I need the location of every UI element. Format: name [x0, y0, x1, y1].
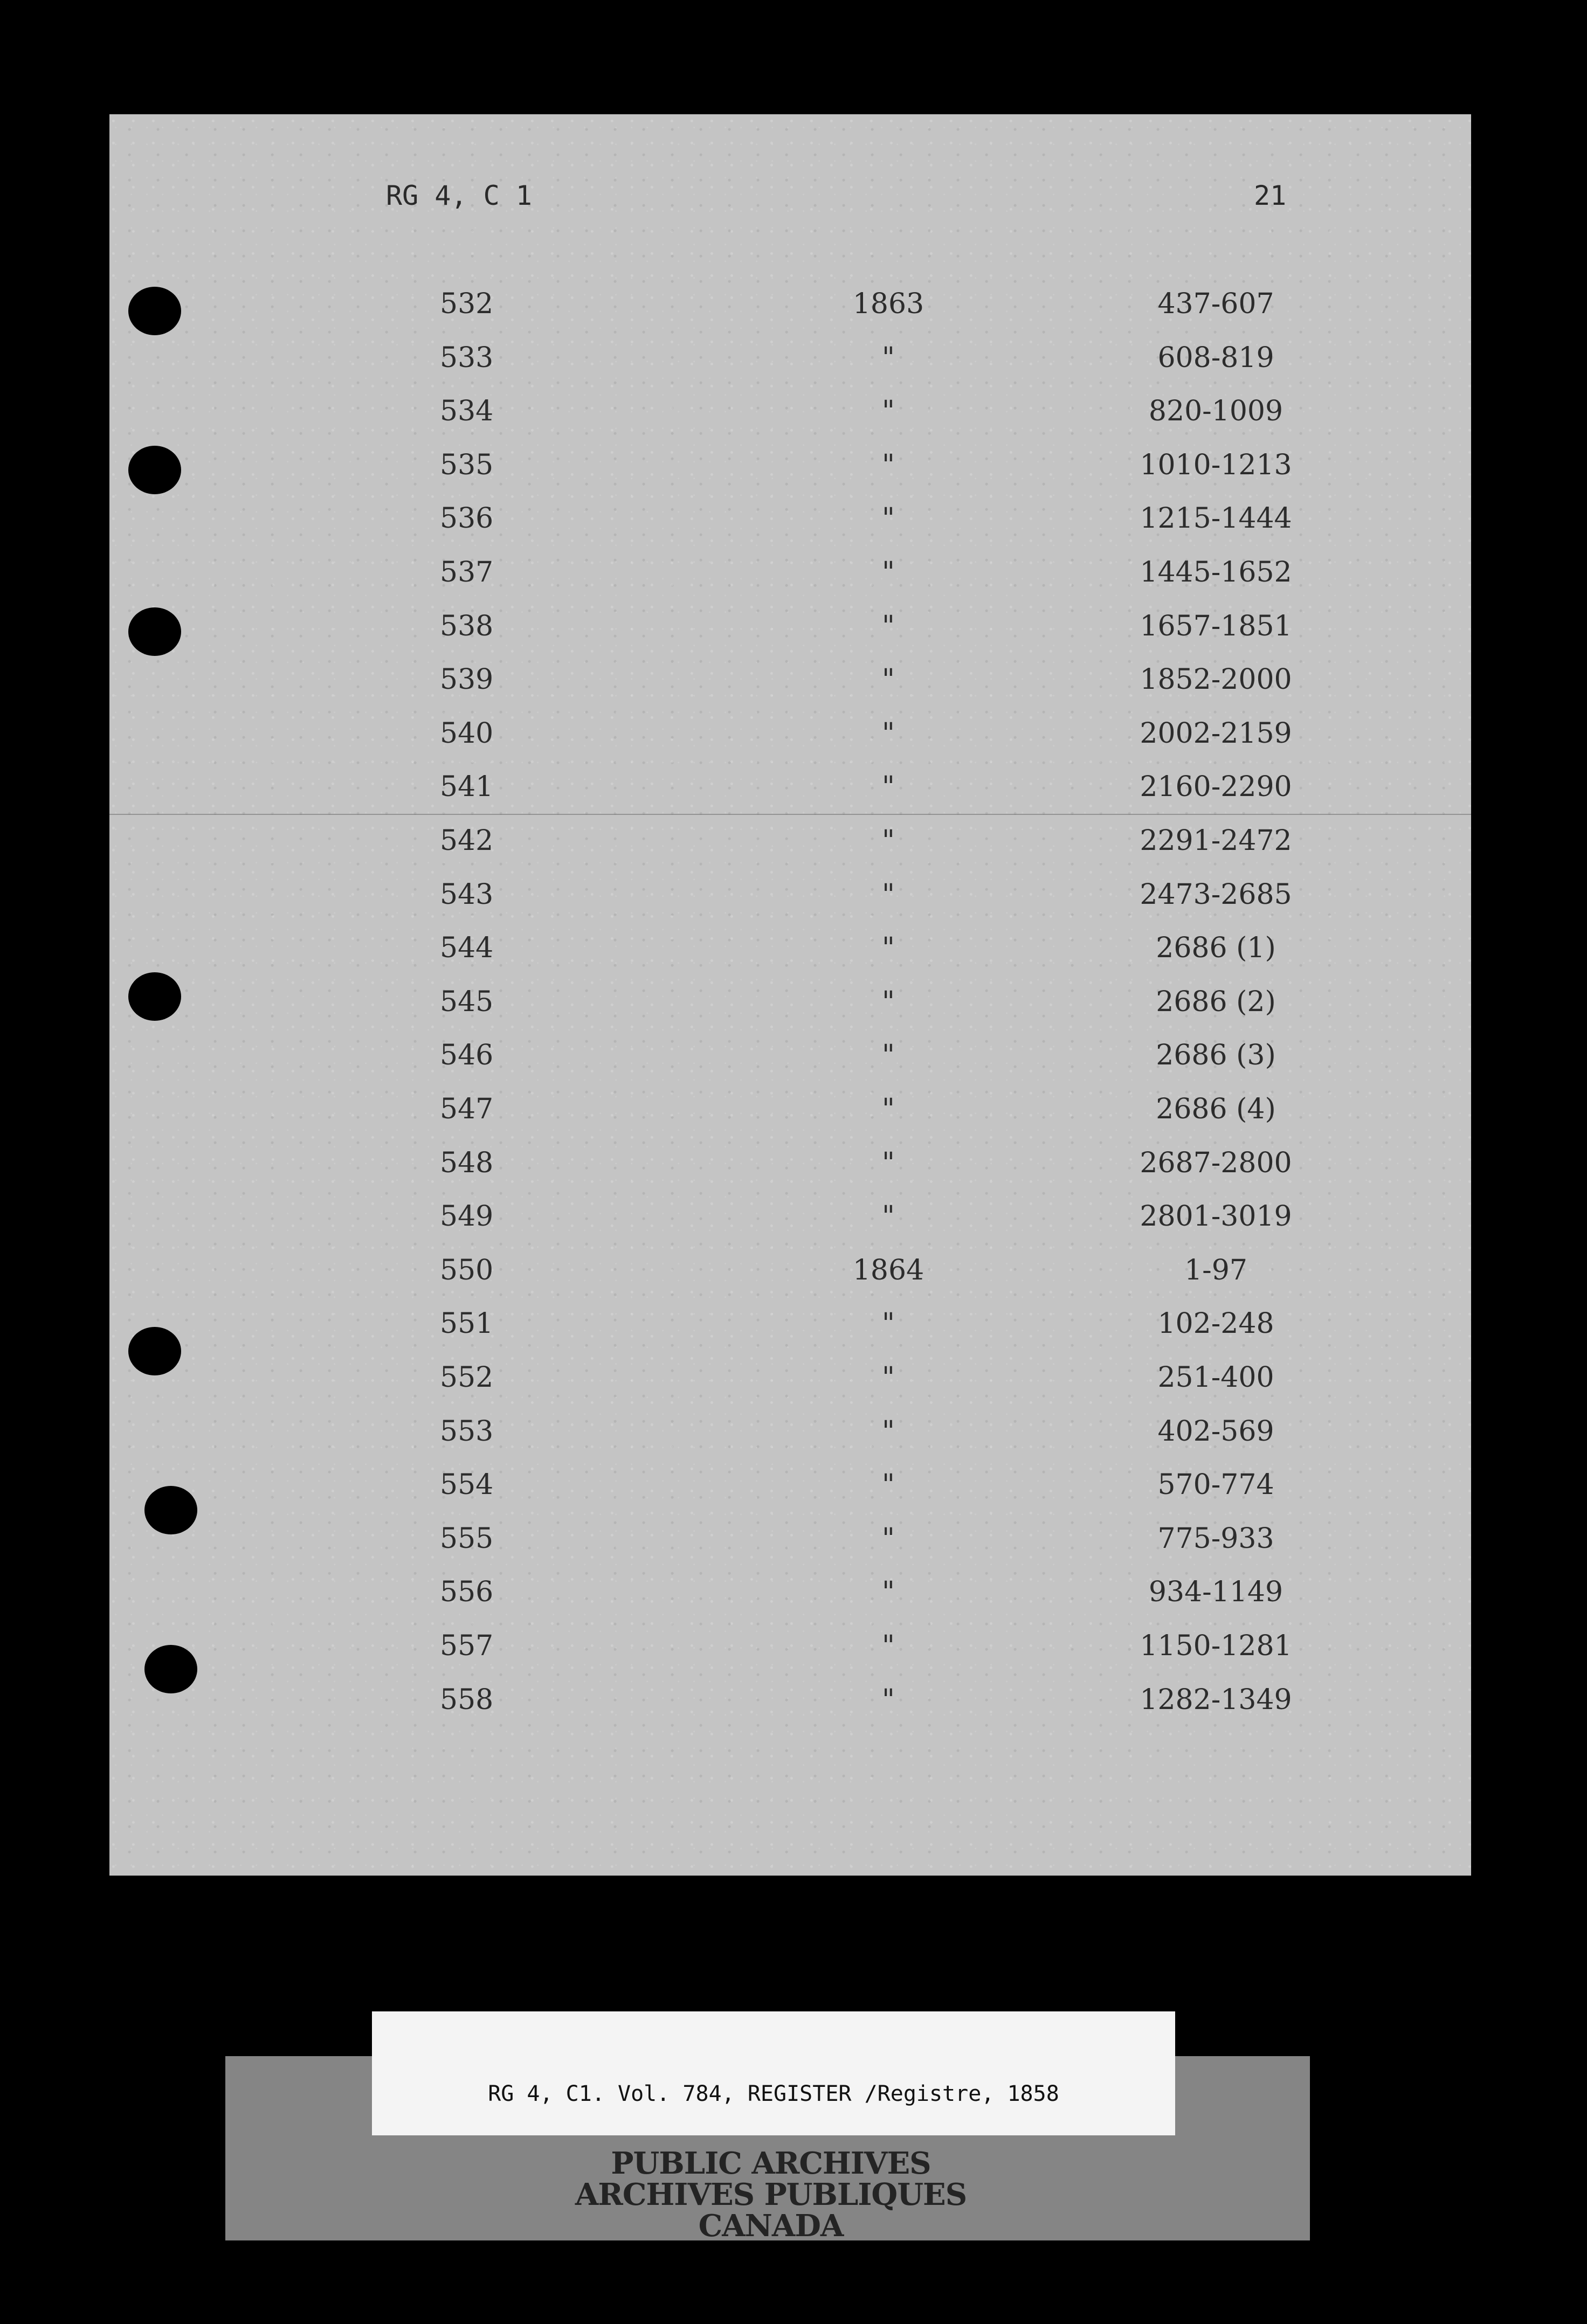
- page-range-cell: 402-569: [1157, 1415, 1274, 1448]
- table-row: [109, 1308, 1471, 1359]
- page-range-cell: 1010-1213: [1140, 449, 1292, 481]
- page-range-cell: 2473-2685: [1140, 879, 1292, 911]
- year-cell: ": [882, 1308, 895, 1340]
- table-row: [109, 1147, 1471, 1199]
- year-cell: ": [882, 825, 895, 857]
- year-cell: ": [882, 1361, 895, 1394]
- year-cell: ": [882, 1469, 895, 1501]
- volume-cell: 542: [440, 825, 494, 857]
- volume-cell: 557: [440, 1630, 494, 1662]
- table-row: [109, 1361, 1471, 1413]
- year-cell: ": [882, 342, 895, 374]
- year-cell: ": [882, 1039, 895, 1071]
- table-row: [109, 288, 1471, 340]
- table-row: [109, 395, 1471, 447]
- year-cell: ": [882, 610, 895, 642]
- volume-cell: 534: [440, 395, 494, 427]
- page-range-cell: 820-1009: [1148, 395, 1284, 427]
- stamp-line: ARCHIVES PUBLIQUES: [575, 2177, 967, 2212]
- reference-header: RG 4, C 1: [386, 180, 532, 211]
- table-row: [109, 342, 1471, 393]
- volume-cell: 551: [440, 1308, 494, 1340]
- year-cell: ": [882, 502, 895, 535]
- year-cell: ": [882, 717, 895, 750]
- volume-cell: 535: [440, 449, 494, 481]
- year-cell: ": [882, 1630, 895, 1662]
- page-range-cell: 934-1149: [1148, 1576, 1284, 1608]
- page-range-cell: 102-248: [1157, 1308, 1274, 1340]
- page-range-cell: 2686 (4): [1156, 1093, 1276, 1125]
- volume-cell: 554: [440, 1469, 494, 1501]
- table-row: [109, 610, 1471, 662]
- year-cell: ": [882, 1523, 895, 1555]
- volume-cell: 556: [440, 1576, 494, 1608]
- year-cell: ": [882, 932, 895, 964]
- page-range-cell: 1215-1444: [1140, 502, 1292, 535]
- page-range-cell: 437-607: [1157, 288, 1274, 320]
- volume-cell: 536: [440, 502, 494, 535]
- page-range-cell: 608-819: [1157, 342, 1274, 374]
- document-page: [109, 114, 1471, 1876]
- table-row: [109, 1039, 1471, 1091]
- page-range-cell: 2686 (2): [1156, 986, 1276, 1018]
- table-row: [109, 1469, 1471, 1520]
- table-row: [109, 986, 1471, 1038]
- table-row: [109, 717, 1471, 769]
- table-row: [109, 1630, 1471, 1682]
- table-row: [109, 663, 1471, 715]
- archive-label-card: [372, 2011, 1175, 2135]
- page-range-cell: 1852-2000: [1140, 663, 1292, 696]
- page-range-cell: 2160-2290: [1140, 771, 1292, 803]
- page-range-cell: 1-97: [1184, 1254, 1247, 1286]
- table-row: [109, 449, 1471, 501]
- volume-cell: 538: [440, 610, 494, 642]
- year-cell: 1863: [852, 288, 924, 320]
- page-range-cell: 2002-2159: [1140, 717, 1292, 750]
- volume-cell: 550: [440, 1254, 494, 1286]
- volume-cell: 549: [440, 1200, 494, 1233]
- table-row: [109, 771, 1471, 822]
- volume-cell: 532: [440, 288, 494, 320]
- volume-cell: 552: [440, 1361, 494, 1394]
- volume-cell: 545: [440, 986, 494, 1018]
- volume-cell: 543: [440, 879, 494, 911]
- year-cell: ": [882, 1576, 895, 1608]
- table-row: [109, 879, 1471, 930]
- page-range-cell: 570-774: [1157, 1469, 1274, 1501]
- page-range-cell: 775-933: [1157, 1523, 1274, 1555]
- page-range-cell: 2291-2472: [1140, 825, 1292, 857]
- page-range-cell: 2686 (3): [1156, 1039, 1276, 1071]
- year-cell: ": [882, 1415, 895, 1448]
- page-range-cell: 2801-3019: [1140, 1200, 1292, 1233]
- table-row: [109, 1684, 1471, 1735]
- page-range-cell: 1657-1851: [1140, 610, 1292, 642]
- year-cell: ": [882, 1200, 895, 1233]
- archive-label-text: RG 4, C1. Vol. 784, REGISTER /Registre, 1858: [488, 2081, 1059, 2106]
- table-row: [109, 932, 1471, 984]
- table-row: [109, 1200, 1471, 1252]
- volume-cell: 547: [440, 1093, 494, 1125]
- year-cell: ": [882, 1093, 895, 1125]
- table-row: [109, 825, 1471, 876]
- page-number: 21: [1254, 180, 1287, 211]
- table-row: [109, 1576, 1471, 1628]
- page-range-cell: 2686 (1): [1156, 932, 1276, 964]
- volume-cell: 553: [440, 1415, 494, 1448]
- page-range-cell: 1282-1349: [1140, 1684, 1292, 1716]
- volume-cell: 540: [440, 717, 494, 750]
- volume-cell: 539: [440, 663, 494, 696]
- year-cell: ": [882, 986, 895, 1018]
- volume-cell: 544: [440, 932, 494, 964]
- year-cell: ": [882, 395, 895, 427]
- volume-cell: 537: [440, 556, 494, 589]
- stamp-line: PUBLIC ARCHIVES: [611, 2146, 931, 2181]
- table-row: [109, 502, 1471, 554]
- stamp-line: CANADA: [698, 2208, 844, 2244]
- table-row: [109, 556, 1471, 608]
- table-row: [109, 1254, 1471, 1306]
- year-cell: ": [882, 1147, 895, 1179]
- year-cell: ": [882, 1684, 895, 1716]
- volume-cell: 548: [440, 1147, 494, 1179]
- volume-cell: 541: [440, 771, 494, 803]
- table-row: [109, 1523, 1471, 1574]
- year-cell: ": [882, 879, 895, 911]
- volume-cell: 533: [440, 342, 494, 374]
- page-range-cell: 1150-1281: [1140, 1630, 1292, 1662]
- volume-cell: 555: [440, 1523, 494, 1555]
- page-range-cell: 1445-1652: [1140, 556, 1292, 589]
- year-cell: ": [882, 771, 895, 803]
- year-cell: ": [882, 449, 895, 481]
- archives-stamp: [555, 2148, 986, 2242]
- volume-cell: 546: [440, 1039, 494, 1071]
- table-row: [109, 1093, 1471, 1145]
- table-row: [109, 1415, 1471, 1467]
- page-range-cell: 2687-2800: [1140, 1147, 1292, 1179]
- page-range-cell: 251-400: [1157, 1361, 1274, 1394]
- year-cell: ": [882, 663, 895, 696]
- volume-cell: 558: [440, 1684, 494, 1716]
- year-cell: ": [882, 556, 895, 589]
- year-cell: 1864: [852, 1254, 924, 1286]
